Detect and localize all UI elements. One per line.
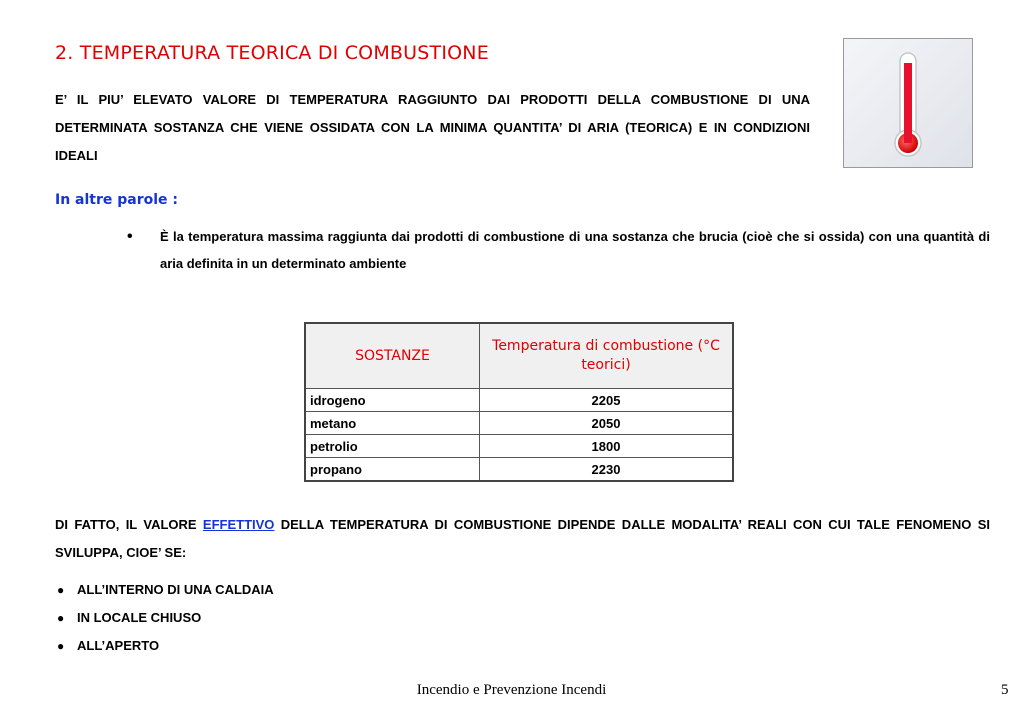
fact-text-before: DI FATTO, IL VALORE — [55, 517, 203, 532]
list-item — [55, 604, 274, 632]
substance-name: idrogeno — [305, 389, 480, 412]
section-subtitle: In altre parole : — [55, 192, 179, 208]
intro-paragraph: E’ IL PIU’ ELEVATO VALORE DI TEMPERATURA RAGGIUNTO DAI PRODOTTI DELLA COMBUSTIONE DI UNA DETERMINATA SOSTANZA CHE VIENE OSSIDATA CON LA MINIMA QUANTITA’ DI ARIA (TEORICA) E IN CONDIZIONI IDEALI — [55, 92, 810, 163]
temperature-value: 1800 — [480, 435, 734, 458]
fact-paragraph — [55, 511, 990, 567]
table-row — [305, 458, 733, 482]
temperature-value: 2230 — [480, 458, 734, 482]
substance-name: propano — [305, 458, 480, 482]
list-item-label: ALL’INTERNO DI UNA CALDAIA — [77, 582, 274, 597]
table-row — [305, 412, 733, 435]
temperature-value: 2050 — [480, 412, 734, 435]
header-substances: SOSTANZE — [305, 323, 480, 389]
effettivo-link[interactable]: EFFETTIVO — [202, 517, 275, 532]
header-temperature: Temperatura di combustione (°C teorici) — [480, 323, 734, 389]
bullet-dot-icon: ● — [57, 639, 65, 653]
temperature-value: 2205 — [480, 389, 734, 412]
table-row — [305, 435, 733, 458]
bullet-symbol: • — [127, 228, 133, 245]
thermometer-icon — [844, 39, 972, 167]
temperature-table — [304, 322, 734, 482]
list-item — [55, 632, 274, 660]
list-item — [55, 576, 274, 604]
table-row — [305, 389, 733, 412]
list-item-label: ALL’APERTO — [77, 638, 160, 653]
substance-name: metano — [305, 412, 480, 435]
table-header-row — [305, 323, 733, 389]
bullet-text: È la temperatura massima raggiunta dai prodotti di combustione di una sostanza che brucia (cioè che si ossida) con una quantità di aria definita in un determinato ambiente — [160, 229, 990, 271]
environment-list — [55, 576, 274, 660]
page-number: 5 — [1001, 682, 1009, 698]
page-title: 2. TEMPERATURA TEORICA DI COMBUSTIONE — [55, 42, 489, 64]
footer-text: Incendio e Prevenzione Incendi — [416, 682, 607, 698]
list-item-label: IN LOCALE CHIUSO — [77, 610, 202, 625]
substance-name: petrolio — [305, 435, 480, 458]
thermometer-image — [843, 38, 973, 168]
bullet-dot-icon: ● — [57, 611, 65, 625]
bullet-dot-icon: ● — [57, 583, 65, 597]
fact-text-after: DELLA TEMPERATURA DI COMBUSTIONE DIPENDE DALLE MODALITA’ REALI CON CUI TALE FENOMENO SI SVILUPPA, CIOE’ SE: — [55, 517, 990, 560]
